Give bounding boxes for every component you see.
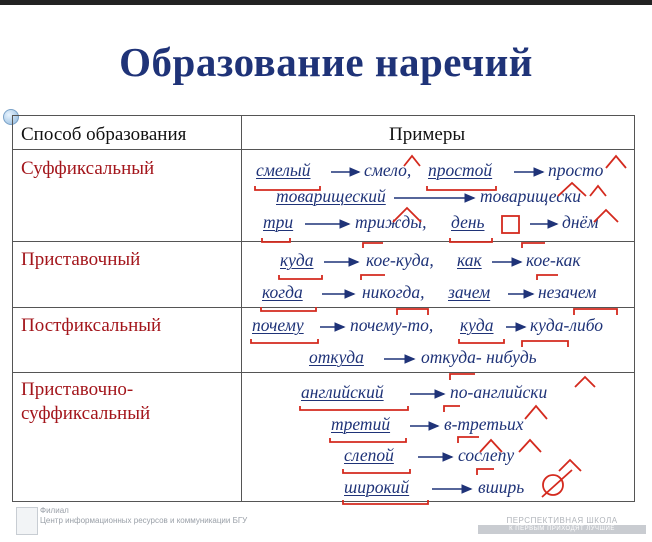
footer-org-full: Центр информационных ресурсов и коммуникации БГУ	[40, 516, 248, 525]
example-word: день	[451, 212, 485, 232]
stem-mark-icon	[255, 186, 320, 190]
example-word: товарищеский	[276, 186, 386, 206]
footer-org: Филиал	[40, 506, 69, 515]
example-word: куда	[460, 315, 494, 335]
example-word: зачем	[448, 282, 491, 302]
stem-mark-icon	[300, 406, 408, 410]
example-word: куда-либо	[530, 315, 604, 335]
example-word: смело,	[364, 160, 412, 180]
example-word: почему-то,	[350, 315, 434, 335]
method-prefixal: Приставочный	[21, 249, 141, 270]
stem-mark-icon	[261, 307, 316, 311]
example-word: как	[457, 250, 482, 270]
example-word: днём	[562, 212, 599, 232]
suffix-mark-icon	[590, 186, 606, 196]
suffix-mark-icon	[559, 460, 581, 471]
stem-mark-icon	[343, 469, 410, 473]
example-word: когда	[262, 282, 303, 302]
footer-right-logo	[478, 516, 646, 534]
page-title: Образование наречий	[119, 39, 533, 85]
crossed-circle-icon	[543, 475, 563, 495]
footer-left	[40, 506, 247, 526]
strike-line	[542, 470, 572, 497]
prefix-mark-icon	[537, 275, 558, 280]
method-postfixal: Постфиксальный	[21, 315, 162, 336]
example-word: товарищески	[480, 186, 582, 206]
example-word: трижды,	[355, 212, 427, 232]
postfix-mark-icon	[522, 341, 568, 347]
zero-ending-icon	[502, 216, 519, 233]
logo-icon	[16, 507, 38, 535]
method-line: Приставочно-	[21, 379, 134, 400]
suffix-mark-icon	[480, 440, 502, 452]
example-word: вширь	[478, 477, 525, 497]
suffix-mark-icon	[606, 156, 626, 168]
stem-mark-icon	[251, 339, 318, 343]
prefix-mark-icon	[450, 374, 475, 380]
method-line: суффиксальный	[21, 403, 151, 424]
example-word: широкий	[344, 477, 410, 497]
prefix-mark-icon	[458, 437, 479, 443]
suffix-mark-icon	[594, 210, 618, 222]
example-word: по-английски	[450, 382, 548, 402]
header-method: Способ образования	[21, 124, 187, 145]
prefix-mark-icon	[477, 469, 494, 475]
postfix-mark-icon	[574, 309, 617, 315]
prefix-mark-icon	[361, 275, 385, 280]
suffix-mark-icon	[393, 208, 421, 222]
prefix-mark-icon	[522, 243, 545, 248]
example-word: откуда- нибудь	[421, 347, 537, 367]
suffix-mark-icon	[558, 183, 586, 196]
stem-mark-icon	[279, 275, 322, 279]
example-word: просто	[548, 160, 604, 180]
prefix-mark-icon	[363, 243, 383, 248]
example-word: три	[263, 212, 294, 232]
example-word: незачем	[538, 282, 597, 302]
prefix-mark-icon	[444, 406, 460, 412]
example-word: кое-куда,	[366, 250, 434, 270]
suffix-mark-icon	[575, 377, 595, 387]
example-word: простой	[428, 160, 493, 180]
stem-mark-icon	[343, 500, 428, 504]
example-word: смелый	[256, 160, 311, 180]
example-word: откуда	[309, 347, 364, 367]
stem-mark-icon	[427, 186, 496, 190]
morpheme-marks	[251, 156, 626, 504]
stem-mark-icon	[262, 238, 290, 242]
example-word: почему	[252, 315, 304, 335]
method-suffixal: Суффиксальный	[21, 158, 155, 179]
example-word: никогда,	[362, 282, 425, 302]
example-word: английский	[301, 382, 384, 402]
example-word: кое-как	[526, 250, 581, 270]
footer-school: ПЕРСПЕКТИВНАЯ ШКОЛА	[506, 516, 618, 525]
example-word: в-третьих	[444, 414, 524, 434]
stem-mark-icon	[459, 339, 504, 343]
example-word: третий	[331, 414, 391, 434]
stem-mark-icon	[330, 438, 406, 442]
example-word: куда	[280, 250, 314, 270]
suffix-mark-icon	[404, 156, 420, 166]
header-examples: Примеры	[389, 124, 466, 145]
example-word: слепой	[344, 445, 394, 465]
postfix-mark-icon	[397, 309, 428, 315]
stem-mark-icon	[450, 238, 492, 242]
footer-slogan: К ПЕРВЫМ ПРИХОДЯТ ЛУЧШИЕ	[478, 525, 646, 534]
example-word: сослепу	[458, 445, 515, 465]
suffix-mark-icon	[519, 440, 541, 452]
suffix-mark-icon	[525, 406, 547, 419]
